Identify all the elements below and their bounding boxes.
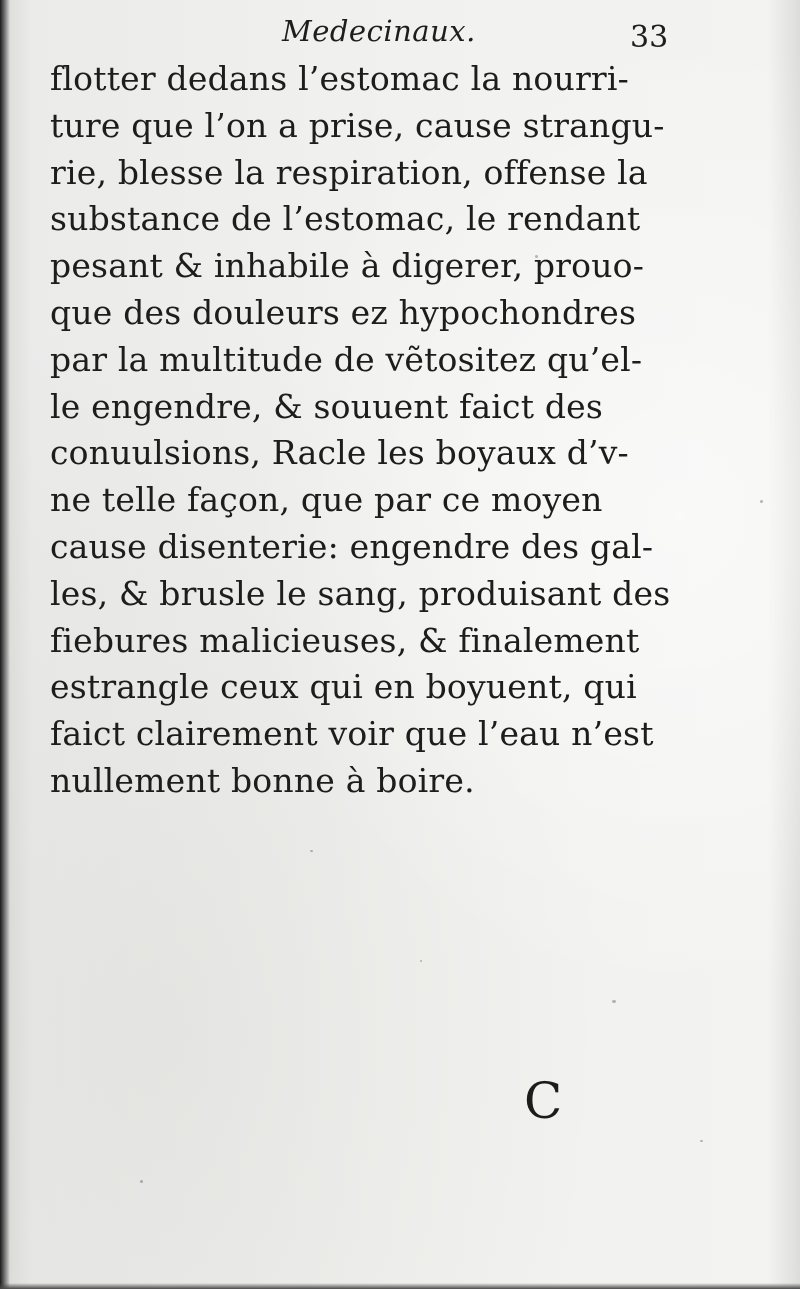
text-line: cause disenterie: engendre des gal- (50, 526, 654, 566)
text-line: rie, blesse la respiration, offense la (50, 152, 648, 192)
text-line: les, & brusle le sang, produisant des (50, 573, 671, 613)
text-line: substance de l’estomac, le rendant (50, 199, 641, 239)
text-line: faict clairement voir que l’eau n’est (50, 714, 654, 754)
text-line: par la multitude de vẽtositez qu’el- (50, 339, 643, 379)
body-text (50, 56, 710, 805)
text-line: le engendre, & souuent faict des (50, 386, 604, 426)
text-line: ture que l’on a prise, cause strangu- (50, 105, 665, 145)
text-line: estrangle ceux qui en boyuent, qui (50, 667, 637, 707)
text-line: que des douleurs ez hypochondres (50, 292, 637, 332)
paper-speck (760, 500, 763, 503)
running-title: Medecinaux. (282, 14, 476, 48)
paper-speck (612, 1000, 616, 1003)
page-number: 33 (630, 20, 669, 55)
paper-speck (420, 960, 422, 962)
paper-speck (64, 66, 68, 69)
paper-speck (310, 850, 313, 852)
text-line: flotter dedans l’estomac la nourri- (50, 59, 630, 98)
paper-speck (700, 1140, 703, 1142)
page-bottom-edge (0, 1283, 800, 1289)
signature-mark: C (524, 1072, 563, 1130)
text-line: fiebures malicieuses, & finalement (50, 620, 640, 660)
text-line: ne telle façon, que par ce moyen (50, 480, 603, 520)
paper-speck (140, 1180, 143, 1183)
binding-shadow (0, 0, 10, 1289)
paper-speck (535, 255, 538, 258)
text-line: conuulsions, Racle les boyaux d’v- (50, 433, 629, 473)
text-line: pesant & inhabile à digerer, prouo- (50, 246, 645, 286)
text-line: nullement bonne à boire. (50, 760, 475, 800)
